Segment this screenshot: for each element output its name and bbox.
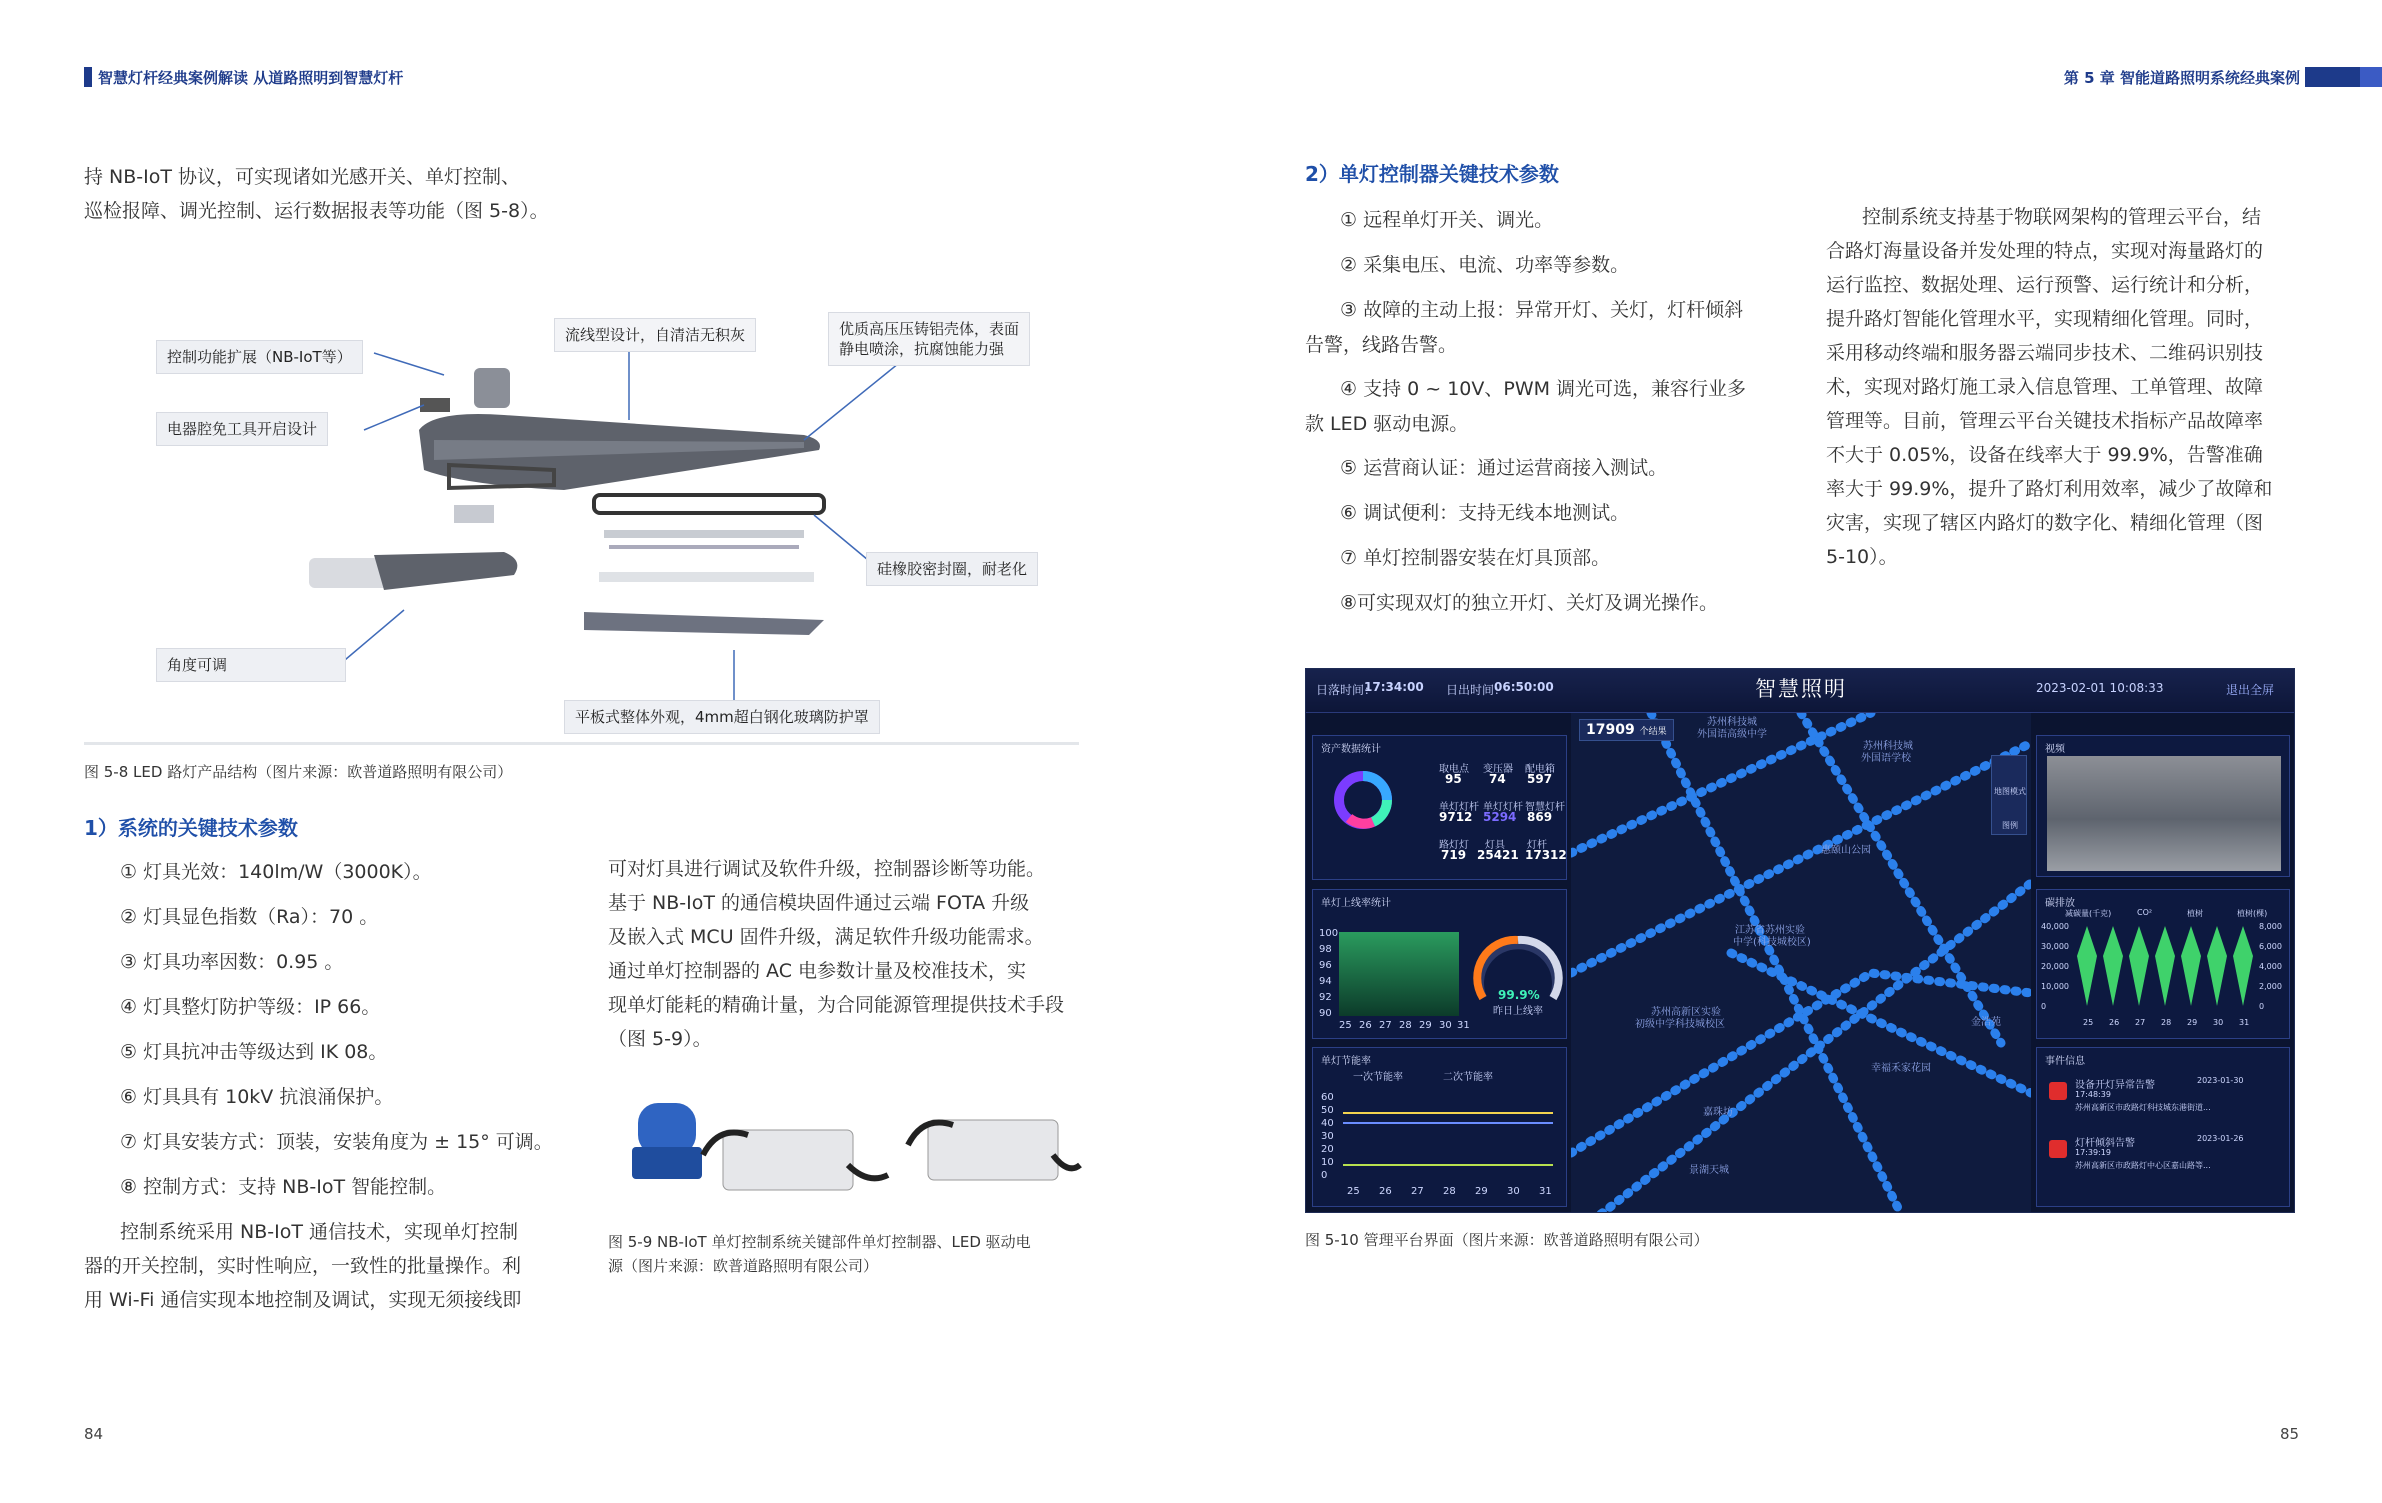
video-panel-title: 视频: [2045, 744, 2065, 755]
text-line: 用 Wi-Fi 通信实现本地控制及调试，实现无须接线即: [84, 1289, 522, 1311]
param-6: ⑥ 灯具具有 10kV 抗浪涌保护。: [120, 1086, 394, 1108]
y-tick: 4,000: [2259, 962, 2282, 971]
event-place: 苏州高新区市政路灯科技城东港街道...: [2075, 1103, 2211, 1112]
events-panel-title: 事件信息: [2045, 1056, 2085, 1067]
sunrise-time: 17:34:00: [1364, 680, 1424, 694]
alert-icon: [2049, 1082, 2067, 1100]
text-line: 管理等。目前，管理云平台关键技术指标产品故障率: [1826, 410, 2264, 432]
param-1: ① 灯具光效：140lm/W（3000K）。: [120, 861, 432, 883]
figure-5-9: [608, 1085, 1083, 1215]
asset-header: 灯具: [1485, 840, 1505, 851]
callout-tool-free: 电器腔免工具开启设计: [156, 412, 328, 446]
y-tick: 30,000: [2041, 942, 2069, 951]
x-tick: 30: [2213, 1018, 2224, 1027]
cloud-paragraph: [1826, 200, 2301, 574]
text-line: 通过单灯控制器的 AC 电参数计量及校准技术，实: [608, 960, 1027, 982]
rparam-7: ⑦ 单灯控制器安装在灯具顶部。: [1340, 547, 1611, 569]
video-panel: [2036, 735, 2290, 877]
asset-header: 单灯灯杆: [1439, 802, 1479, 813]
y-tick: 40: [1321, 1118, 1334, 1129]
text-line: 及嵌入式 MCU 固件升级，满足软件升级功能需求。: [608, 926, 1044, 948]
rparam-8: ⑧可实现双灯的独立开灯、关灯及调光操作。: [1340, 592, 1719, 614]
rparam-1: ① 远程单灯开关、调光。: [1340, 209, 1554, 231]
asset-value: 597: [1527, 772, 1553, 786]
controller-photos: [608, 1085, 1083, 1215]
event-title[interactable]: 设备开灯异常告警: [2075, 1080, 2155, 1091]
events-panel: [2036, 1047, 2290, 1207]
y-tick: 0: [2041, 1002, 2047, 1011]
left-intro: [84, 160, 549, 228]
y-tick: 8,000: [2259, 922, 2282, 931]
legend-second-saving: 二次节能率: [1443, 1072, 1493, 1083]
param-7: ⑦ 灯具安装方式：顶装，安装角度为 ± 15° 可调。: [120, 1131, 553, 1153]
text-line: 不大于 0.05%，设备在线率大于 99.9%，告警准确: [1826, 444, 2263, 466]
firmware-paragraph: [608, 852, 1083, 1056]
map-roads: [1571, 713, 2031, 1213]
text-line: 5-10）。: [1826, 546, 1898, 568]
rparam-6: ⑥ 调试便利：支持无线本地测试。: [1340, 502, 1630, 524]
header-right-title: 第 5 章 智能道路照明系统经典案例: [2063, 69, 2300, 87]
rparam-3-cont: 告警，线路告警。: [1305, 334, 1458, 356]
x-tick: 25: [1347, 1186, 1360, 1197]
map-result-count: 17909: [1586, 722, 1635, 738]
rparam-4: ④ 支持 0 ~ 10V、PWM 调光可选，兼容行业多: [1340, 378, 1747, 400]
map-result-unit: 个结果: [1639, 727, 1667, 737]
online-rate-title: 单灯上线率统计: [1321, 898, 1391, 909]
x-tick: 25: [2083, 1018, 2094, 1027]
x-tick: 27: [2135, 1018, 2146, 1027]
x-tick: 29: [2187, 1018, 2198, 1027]
map-label: 惠颐山公园: [1821, 845, 1871, 856]
asset-header: 路灯灯: [1439, 840, 1469, 851]
fig59-caption: [608, 1230, 1031, 1278]
online-rate-panel: [1312, 889, 1567, 1039]
text-line: 持 NB-IoT 协议，可实现诸如光感开关、单灯控制、: [84, 166, 521, 188]
page-number-right: 85: [2280, 1425, 2300, 1443]
map-label: 景湖天城: [1689, 1165, 1729, 1176]
asset-header: 智慧灯杆: [1525, 802, 1565, 813]
text-line: （图 5-9）。: [608, 1028, 712, 1050]
section-title-1: 1）系统的关键技术参数: [84, 816, 298, 840]
page-number-left: 84: [84, 1425, 104, 1443]
callout-glass: 平板式整体外观，4mm超白钢化玻璃防护罩: [564, 700, 880, 734]
lamp-map[interactable]: [1571, 713, 2031, 1213]
carbon-panel-title: 碳排放: [2045, 898, 2075, 909]
map-label: 外国语高级中学: [1697, 729, 1767, 740]
text-line: 可对灯具进行调试及软件升级，控制器诊断等功能。: [608, 858, 1046, 880]
event-place: 苏州高新区市政路灯中心区嘉山路等...: [2075, 1161, 2211, 1170]
legend-first-saving: 一次节能率: [1353, 1072, 1403, 1083]
carbon-tree-bars: [2077, 926, 2257, 1012]
x-tick: 30: [1439, 1020, 1452, 1031]
asset-value: 5294: [1483, 810, 1517, 824]
y-tick: 50: [1321, 1105, 1334, 1116]
asset-value: 17312: [1525, 848, 1567, 862]
alert-icon: [2049, 1140, 2067, 1158]
x-tick: 31: [2239, 1018, 2250, 1027]
asset-value: 719: [1441, 848, 1467, 862]
rparam-5: ⑤ 运营商认证：通过运营商接入测试。: [1340, 457, 1668, 479]
asset-value: 74: [1489, 772, 1506, 786]
callout-angle: 角度可调: [156, 648, 346, 682]
y-tick: 20: [1321, 1144, 1334, 1155]
map-label: 初级中学科技城校区: [1635, 1019, 1725, 1030]
y-tick: 90: [1319, 1008, 1332, 1019]
x-tick: 30: [1507, 1186, 1520, 1197]
rparam-2: ② 采集电压、电流、功率等参数。: [1340, 254, 1630, 276]
y-tick: 10: [1321, 1157, 1334, 1168]
asset-value: 9712: [1439, 810, 1473, 824]
y-tick: 60: [1321, 1092, 1334, 1103]
asset-value: 869: [1527, 810, 1553, 824]
text-line: 率大于 99.9%，提升了路灯利用效率，减少了故障和: [1826, 478, 2273, 500]
fig58-caption: 图 5-8 LED 路灯产品结构（图片来源：欧普道路照明有限公司）: [84, 763, 513, 781]
y-tick: 20,000: [2041, 962, 2069, 971]
text-line: 图 5-9 NB-IoT 单灯控制系统关键部件单灯控制器、LED 驱动电: [608, 1233, 1031, 1251]
callout-streamline: 流线型设计，自清洁无积灰: [554, 318, 756, 352]
event-time: 17:39:19: [2075, 1148, 2111, 1157]
event-date: 2023-01-30: [2197, 1076, 2244, 1085]
y-tick: 98: [1319, 944, 1332, 955]
energy-saving-panel: [1312, 1047, 1567, 1207]
online-percent: 99.9%: [1498, 988, 1540, 1002]
header-left-bar: [84, 67, 92, 87]
x-tick: 27: [1379, 1020, 1392, 1031]
x-tick: 27: [1411, 1186, 1424, 1197]
map-label: 苏州科技城: [1707, 717, 1757, 728]
x-tick: 28: [1399, 1020, 1412, 1031]
map-label: 金浩苑: [1971, 1017, 2001, 1028]
param-4: ④ 灯具整灯防护等级：IP 66。: [120, 996, 381, 1018]
event-time: 17:48:39: [2075, 1090, 2111, 1099]
rparam-4-cont: 款 LED 驱动电源。: [1305, 413, 1469, 435]
sunset-time: 06:50:00: [1494, 680, 1554, 694]
dashboard-datetime: 2023-02-01 10:08:33: [2036, 681, 2164, 695]
carbon-legend: CO²: [2137, 908, 2153, 917]
figure-separator: [84, 742, 1079, 745]
y-tick: 30: [1321, 1131, 1334, 1142]
carbon-legend: 减碳量(千克): [2065, 909, 2112, 918]
map-label: 嘉珠坊: [1703, 1107, 1733, 1118]
asset-header: 取电点: [1439, 764, 1469, 775]
text-line: 采用移动终端和服务器云端同步技术、二维码识别技: [1826, 342, 2264, 364]
y-tick: 94: [1319, 976, 1332, 987]
text-line: 现单灯能耗的精确计量，为合同能源管理提供技术手段: [608, 994, 1065, 1016]
x-tick: 26: [2109, 1018, 2120, 1027]
y-tick: 0: [1321, 1170, 1328, 1181]
map-label: 苏州科技城: [1863, 741, 1913, 752]
text-line: 基于 NB-IoT 的通信模块固件通过云端 FOTA 升级: [608, 892, 1030, 914]
text-line: 灾害，实现了辖区内路灯的数字化、精细化管理（图: [1826, 512, 2264, 534]
x-tick: 31: [1539, 1186, 1552, 1197]
dashboard-topbar: [1306, 669, 2295, 713]
energy-saving-title: 单灯节能率: [1321, 1056, 1371, 1067]
x-tick: 29: [1475, 1186, 1488, 1197]
y-tick: 2,000: [2259, 982, 2282, 991]
map-label: 幸福禾家花园: [1871, 1063, 1931, 1074]
y-tick: 40,000: [2041, 922, 2069, 931]
rparam-3: ③ 故障的主动上报：异常开灯、关灯，灯杆倾斜: [1340, 299, 1744, 321]
map-label: 外国语学校: [1861, 753, 1911, 764]
control-paragraph: [84, 1215, 564, 1317]
y-tick: 96: [1319, 960, 1332, 971]
asset-header: 灯杆: [1527, 840, 1547, 851]
y-tick: 92: [1319, 992, 1332, 1003]
carbon-legend: 植树(棵): [2237, 909, 2268, 918]
asset-header: 配电箱: [1525, 764, 1555, 775]
dashboard-title: 智慧照明: [1755, 677, 1847, 701]
text-line: 器的开关控制，实时性响应，一致性的批量操作。利: [84, 1255, 522, 1277]
sunset-label: 日出时间：: [1446, 683, 1507, 697]
header-right-bar-accent: [2360, 67, 2382, 87]
third-saving-line: [1343, 1164, 1553, 1166]
x-tick: 26: [1359, 1020, 1372, 1031]
text-line: 提升路灯智能化管理水平，实现精细化管理。同时，: [1826, 308, 2264, 330]
x-tick: 26: [1379, 1186, 1392, 1197]
x-tick: 28: [1443, 1186, 1456, 1197]
carbon-legend: 植树: [2187, 909, 2203, 918]
asset-panel: [1312, 735, 1567, 880]
figure-5-8: [84, 290, 1079, 745]
exit-fullscreen-button[interactable]: 退出全屏: [2226, 683, 2275, 697]
second-saving-line: [1343, 1122, 1553, 1124]
x-tick: 31: [1457, 1020, 1470, 1031]
map-mode-button[interactable]: 地图模式: [1994, 787, 2026, 796]
x-tick: 25: [1339, 1020, 1352, 1031]
text-line: 运行监控、数据处理、运行预警、运行统计和分析，: [1826, 274, 2264, 296]
header-left-title: 智慧灯杆经典案例解读 从道路照明到智慧灯杆: [98, 69, 404, 87]
map-legend-button[interactable]: 图例: [2002, 821, 2018, 830]
y-tick: 0: [2259, 1002, 2265, 1011]
asset-panel-title: 资产数据统计: [1321, 744, 1381, 755]
event-date: 2023-01-26: [2197, 1134, 2244, 1143]
map-search-result[interactable]: [1579, 719, 1674, 741]
y-tick: 10,000: [2041, 982, 2069, 991]
asset-header: 变压器: [1483, 764, 1513, 775]
callout-nbiot: 控制功能扩展（NB-IoT等）: [156, 340, 363, 374]
asset-donut-chart: [1331, 768, 1395, 832]
asset-header: 单灯灯杆: [1483, 802, 1523, 813]
asset-value: 95: [1445, 772, 1462, 786]
carbon-panel: [2036, 889, 2290, 1039]
callout-housing: 优质高压压铸铝壳体，表面 静电喷涂，抗腐蚀能力强: [828, 312, 1030, 366]
text-line: 控制系统支持基于物联网架构的管理云平台，结: [1862, 206, 2262, 228]
text-line: 控制系统采用 NB-IoT 通信技术，实现单灯控制: [120, 1221, 519, 1243]
sunrise-label: 日落时间：: [1316, 683, 1377, 697]
param-8: ⑧ 控制方式：支持 NB-IoT 智能控制。: [120, 1176, 447, 1198]
event-title[interactable]: 灯杆倾斜告警: [2075, 1138, 2135, 1149]
map-label: 中学(科技城校区): [1733, 937, 1811, 948]
param-2: ② 灯具显色指数（Ra）：70 。: [120, 906, 379, 928]
asset-value: 25421: [1477, 848, 1519, 862]
fig510-caption: 图 5-10 管理平台界面（图片来源：欧普道路照明有限公司）: [1305, 1231, 1709, 1249]
y-tick: 100: [1319, 928, 1339, 939]
param-5: ⑤ 灯具抗冲击等级达到 IK 08。: [120, 1041, 388, 1063]
section-title-2: 2）单灯控制器关键技术参数: [1305, 162, 1559, 186]
callout-seal: 硅橡胶密封圈，耐老化: [866, 552, 1038, 586]
text-line: 合路灯海量设备并发处理的特点，实现对海量路灯的: [1826, 240, 2264, 262]
video-feed[interactable]: [2047, 756, 2281, 871]
map-mode-panel: [1991, 755, 2027, 835]
x-tick: 29: [1419, 1020, 1432, 1031]
text-line: 术，实现对路灯施工录入信息管理、工单管理、故障: [1826, 376, 2264, 398]
x-tick: 28: [2161, 1018, 2172, 1027]
param-3: ③ 灯具功率因数：0.95 。: [120, 951, 344, 973]
map-label: 江苏省苏州实验: [1735, 925, 1805, 936]
y-tick: 6,000: [2259, 942, 2282, 951]
online-percent-label: 昨日上线率: [1493, 1006, 1543, 1017]
first-saving-line: [1343, 1112, 1553, 1114]
smart-lighting-dashboard: [1305, 668, 2295, 1213]
text-line: 源（图片来源：欧普道路照明有限公司）: [608, 1257, 879, 1275]
text-line: 巡检报障、调光控制、运行数据报表等功能（图 5-8）。: [84, 200, 549, 222]
map-label: 苏州高新区实验: [1651, 1007, 1721, 1018]
online-area-chart: [1339, 932, 1459, 1016]
